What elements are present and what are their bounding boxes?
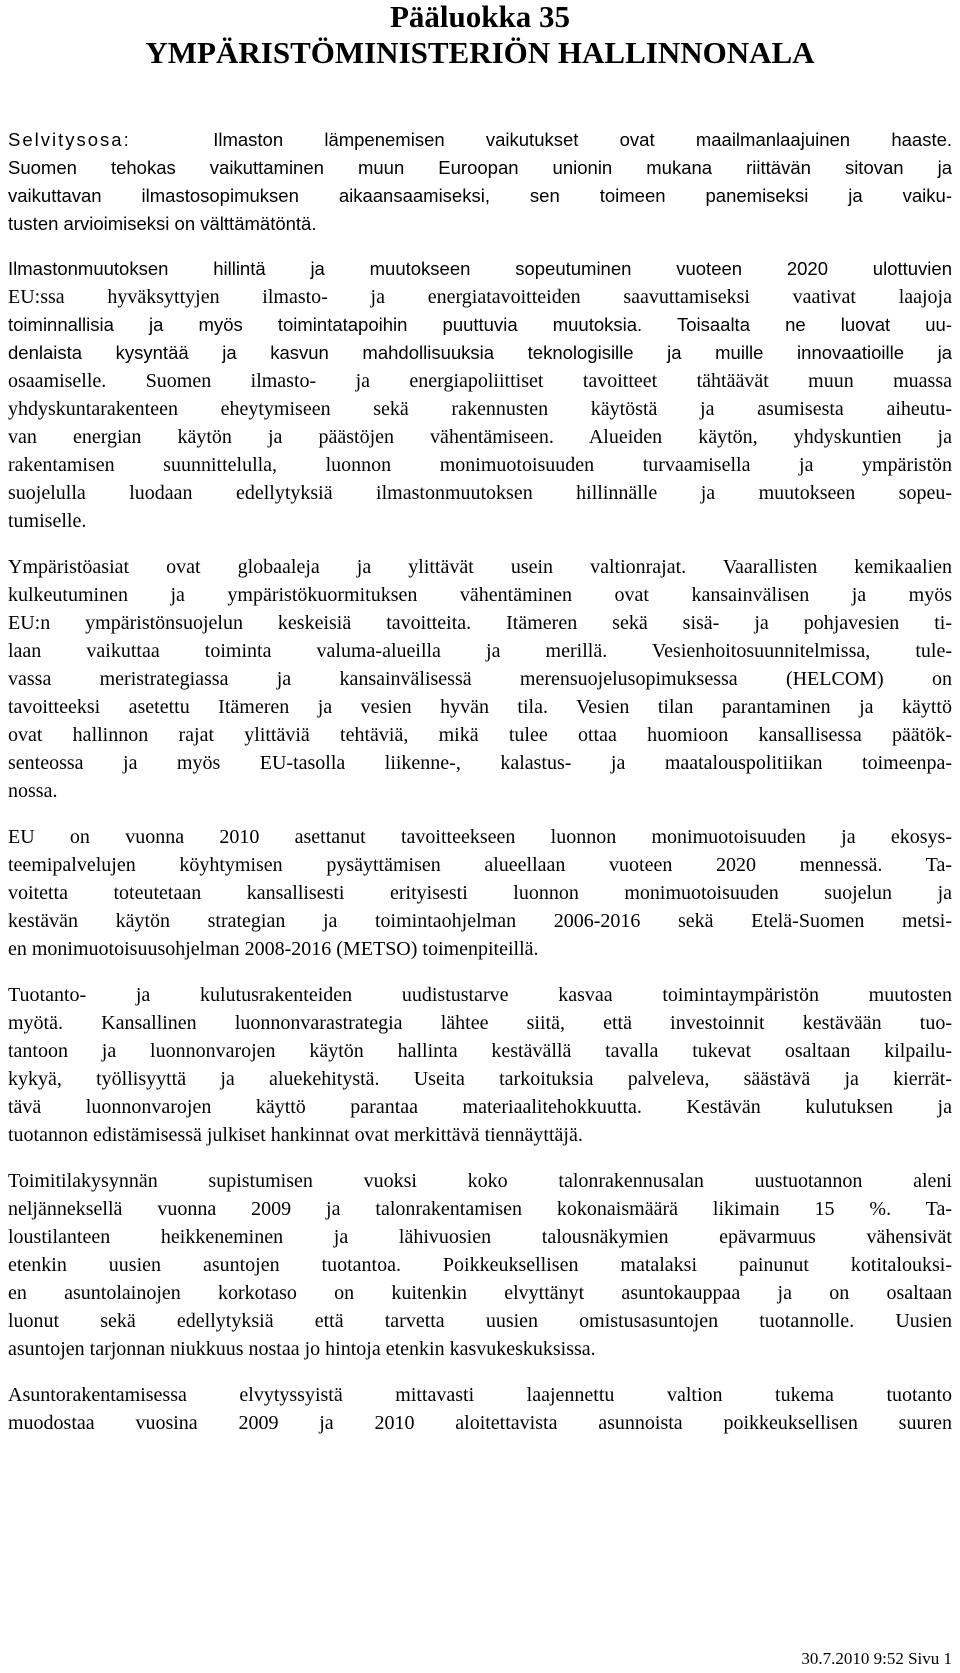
paragraph-line: asuntojen tarjonnan niukkuus nostaa jo hintoja etenkin kasvukeskuksissa.: [8, 1338, 596, 1360]
page-title: Pääluokka 35: [389, 0, 571, 34]
intro-label: Selvitysosa:: [8, 129, 131, 150]
paragraph-line: tävä luonnonvarojen käyttö parantaa materiaalitehokkuutta. Kestävän kulutuksen ja: [8, 1096, 952, 1118]
paragraph-line: kestävän käytön strategian ja toimintaohjelman 2006-2016 sekä Etelä-Suomen metsi-: [8, 910, 952, 932]
paragraph-line: denlaista kysyntää ja kasvun mahdollisuuksia teknologisille ja muille innovaatioille ja: [8, 342, 952, 363]
paragraph-line: tantoon ja luonnonvarojen käytön hallinta kestävällä tavalla tukevat osaltaan kilpailu-: [8, 1040, 952, 1062]
intro-line: Suomen tehokas vaikuttaminen muun Euroopan unionin mukana riittävän sitovan ja: [8, 157, 952, 178]
paragraph-line: kulkeutuminen ja ympäristökuormituksen vähentäminen ovat kansainvälisen ja myös: [8, 584, 952, 606]
paragraph-line: osaamiselle. Suomen ilmasto- ja energiapoliittiset tavoitteet tähtäävät muun muassa: [8, 370, 952, 392]
paragraph-line: van energian käytön ja päästöjen vähentämiseen. Alueiden käytön, yhdyskuntien ja: [8, 426, 952, 448]
intro-line: vaikuttavan ilmastosopimuksen aikaansaamiseksi, sen toimeen panemiseksi ja vaiku-: [8, 185, 952, 206]
paragraph-line: toiminnallisia ja myös toimintatapoihin puuttuvia muutoksia. Toisaalta ne luovat uu-: [8, 314, 952, 335]
paragraph-line: laan vaikuttaa toiminta valuma-alueilla ja merillä. Vesienhoitosuunnitelmissa, tule-: [8, 640, 952, 662]
paragraph-line: myötä. Kansallinen luonnonvarastrategia lähtee siitä, että investoinnit kestävään tuo-: [8, 1012, 952, 1034]
paragraph-line: rakentamisen suunnittelulla, luonnon monimuotoisuuden turvaamisella ja ympäristön: [8, 454, 952, 476]
page-footer: 30.7.2010 9:52 Sivu 1: [801, 1649, 952, 1668]
paragraph-line: suojelulla luodaan edellytyksiä ilmastonmuutoksen hillinnälle ja muutokseen sopeu-: [8, 482, 952, 504]
paragraph-line: luonut sekä edellytyksiä että tarvetta uusien omistusasuntojen tuotannolle. Uusien: [8, 1310, 952, 1332]
section-title: YMPÄRISTÖMINISTERIÖN HALLINNONALA: [145, 35, 815, 70]
paragraph-line: ovat hallinnon rajat ylittäviä tehtäviä, mikä tulee ottaa huomioon kansallisessa päätök-: [8, 724, 952, 746]
intro-line: tusten arvioimiseksi on välttämätöntä.: [8, 213, 317, 234]
paragraph-line: Tuotanto- ja kulutusrakenteiden uudistustarve kasvaa toimintaympäristön muutosten: [8, 984, 952, 1006]
paragraph-line: EU:n ympäristönsuojelun keskeisiä tavoitteita. Itämeren sekä sisä- ja pohjavesien ti-: [8, 612, 952, 634]
intro-line: Selvitysosa: Ilmaston lämpenemisen vaikutukset ovat maailmanlaajuinen haaste.: [8, 129, 953, 150]
paragraph-line: EU on vuonna 2010 asettanut tavoitteekseen luonnon monimuotoisuuden ja ekosys-: [8, 826, 952, 848]
paragraph-line: muodostaa vuosina 2009 ja 2010 aloitettavista asunnoista poikkeuksellisen suuren: [8, 1412, 952, 1434]
paragraph-line: teemipalvelujen köyhtymisen pysäyttämisen alueellaan vuoteen 2020 mennessä. Ta-: [8, 854, 952, 876]
paragraph-line: tavoitteeksi asetettu Itämeren ja vesien hyvän tila. Vesien tilan parantaminen ja käyttö: [8, 696, 952, 718]
paragraph-line: kykyä, työllisyyttä ja aluekehitystä. Useita tarkoituksia palveleva, säästävä ja kierrät-: [8, 1068, 952, 1090]
paragraph-line: Ilmastonmuutoksen hillintä ja muutokseen sopeutuminen vuoteen 2020 ulottuvien: [8, 258, 952, 279]
paragraph-line: Toimitilakysynnän supistumisen vuoksi koko talonrakennusalan uustuotannon aleni: [8, 1170, 952, 1192]
paragraph-line: EU:ssa hyväksyttyjen ilmasto- ja energiatavoitteiden saavuttamiseksi vaativat laajoja: [8, 286, 952, 308]
paragraph-line: vassa meristrategiassa ja kansainvälisessä merensuojelusopimuksessa (HELCOM) on: [8, 668, 952, 690]
paragraph-line: voitetta toteutetaan kansallisesti erityisesti luonnon monimuotoisuuden suojelun ja: [8, 882, 952, 904]
paragraph-line: senteossa ja myös EU-tasolla liikenne-, kalastus- ja maatalouspolitiikan toimeenpa-: [8, 752, 952, 774]
paragraph-line: neljänneksellä vuonna 2009 ja talonrakentamisen kokonaismäärä likimain 15 %. Ta-: [8, 1198, 952, 1220]
paragraph-line: en asuntolainojen korkotaso on kuitenkin elvyttänyt asuntokauppaa ja on osaltaan: [8, 1282, 952, 1304]
paragraph-line: yhdyskuntarakenteen eheytymiseen sekä rakennusten käytöstä ja asumisesta aiheutu-: [8, 398, 952, 420]
paragraph-line: tumiselle.: [8, 510, 87, 532]
paragraph-line: etenkin uusien asuntojen tuotantoa. Poikkeuksellisen matalaksi painunut kotitalouksi-: [8, 1254, 952, 1276]
paragraph-line: tuotannon edistämisessä julkiset hankinnat ovat merkittävä tiennäyttäjä.: [8, 1124, 583, 1146]
paragraph-line: Ympäristöasiat ovat globaaleja ja ylittävät usein valtionrajat. Vaarallisten kemikaalien: [8, 556, 952, 578]
paragraph-line: Asuntorakentamisessa elvytyssyistä mittavasti laajennettu valtion tukema tuotanto: [8, 1384, 952, 1406]
paragraph-line: loustilanteen heikkeneminen ja lähivuosien talousnäkymien epävarmuus vähensivät: [8, 1226, 952, 1248]
paragraph-line: nossa.: [8, 780, 58, 802]
paragraph-line: en monimuotoisuusohjelman 2008-2016 (METSO) toimenpiteillä.: [8, 938, 539, 960]
